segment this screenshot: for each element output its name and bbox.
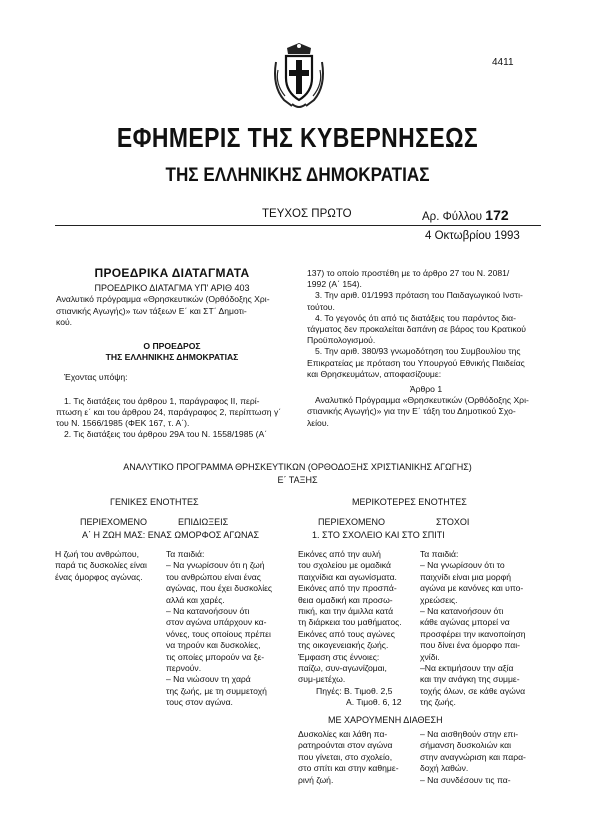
right-column xyxy=(307,268,545,429)
text-line: και την ανάγκη της συμμε- xyxy=(420,674,520,685)
program-column-3 xyxy=(298,549,414,709)
goals-heading-right: ΣΤΟΧΟΙ xyxy=(436,517,470,527)
sources-line: Α. Τιμοθ. 6, 12 xyxy=(346,697,402,708)
text-line: αγώνα με κανόνες και υπο- xyxy=(420,583,524,594)
text-line: ρινή ζωή. xyxy=(298,774,334,785)
content-heading-left: ΠΕΡΙΕΧΟΜΕΝΟ xyxy=(80,517,148,527)
text-line: – Να γνωρίσουν ότι η ζωή xyxy=(166,560,265,571)
clause-line: τάγματος δεν προκαλείται δαπάνη σε βάρος του Κρατικού xyxy=(307,324,526,335)
sources-line: Πηγές: Β. Τιμοθ. 2,5 xyxy=(316,685,393,696)
text-line: τη διάρκεια του μαθήματος. xyxy=(298,617,402,628)
decree-desc-line: κού. xyxy=(56,316,73,327)
text-line: Εικόνες από την προσπά- xyxy=(298,583,397,594)
program-class: Ε΄ ΤΑΞΗΣ xyxy=(277,475,318,485)
text-line: Έμφαση στις έννοιες: xyxy=(298,651,380,662)
program-column-4 xyxy=(420,549,545,709)
text-line: που γίνεται, στο σχολείο, xyxy=(298,751,393,762)
text-line: – Να κατανοήσουν ότι xyxy=(166,606,250,617)
text-line: της οικογενειακής ζωής. xyxy=(298,640,389,651)
text-line: δοχή λαθών. xyxy=(420,763,469,774)
text-line: της ζωής. xyxy=(420,697,456,708)
text-line: αγώνας, που έχει δυσκολίες xyxy=(166,583,273,594)
text-line: νόνες, τους οποίους πρέπει xyxy=(166,628,271,639)
text-line: χρεώσεις. xyxy=(420,594,458,605)
sheet-number-line xyxy=(422,207,509,223)
section-title: ΠΡΟΕΔΡΙΚΑ ΔΙΑΤΑΓΜΑΤΑ xyxy=(94,266,250,280)
text-line: του ανθρώπου είναι ένας xyxy=(166,571,261,582)
text-line: να τηρούν και δυσκολίες, xyxy=(166,640,261,651)
clause-line: πτωση ε΄ και του άρθρου 24, παράγραφος 2, περίπτωση γ΄ xyxy=(56,406,282,417)
text-line: στο σπίτι και στην καθημε- xyxy=(298,763,399,774)
unit-1-heading: 1. ΣΤΟ ΣΧΟΛΕΙΟ ΚΑΙ ΣΤΟ ΣΠΙΤΙ xyxy=(312,530,445,540)
clause-line: και Θρησκευμάτων, αποφασίζουμε: xyxy=(307,368,442,379)
page-number: 4411 xyxy=(492,57,514,68)
sheet-label: Αρ. Φύλλου xyxy=(422,211,483,223)
text-line: ρατηρούνται στον αγώνα xyxy=(298,740,393,751)
clause-line: 2. Τις διατάξεις του άρθρου 29Α του Ν. 1558/1985 (Α΄ xyxy=(64,429,268,440)
issue-date: 4 Οκτωβρίου 1993 xyxy=(425,230,520,242)
text-line: –Να εκτιμήσουν την αξία xyxy=(420,663,514,674)
clause-line: 1992 (Α΄ 154). xyxy=(307,279,362,290)
decree-desc-line: Αναλυτικό πρόγραμμα «Θρησκευτικών (Ορθόδοξης Χρι- xyxy=(56,294,270,305)
program-column-3b xyxy=(298,729,414,786)
text-line: παίζω, συν-αγωνίζομαι, xyxy=(298,663,387,674)
issue-label: ΤΕΥΧΟΣ ΠΡΩΤΟ xyxy=(262,208,352,220)
having-in-mind: Έχοντας υπόψη: xyxy=(64,372,128,383)
decree-desc-line: στιανικής Αγωγής)» των τάξεων Ε΄ και ΣΤ΄ Δημοτι- xyxy=(56,305,247,316)
president-heading: Ο ΠΡΟΕΔΡΟΣ xyxy=(143,341,201,352)
text-line: Η ζωή του ανθρώπου, xyxy=(55,549,140,559)
gazette-subtitle: ΤΗΣ ΕΛΛΗΝΙΚΗΣ ΔΗΜΟΚΡΑΤΙΑΣ xyxy=(165,165,430,186)
text-line: τους στον αγώνα. xyxy=(166,697,233,708)
general-units-heading: ΓΕΝΙΚΕΣ ΕΝΟΤΗΤΕΣ xyxy=(110,497,199,507)
program-column-1 xyxy=(55,549,160,583)
text-line: παιχνίδι είναι μια μορφή xyxy=(420,571,511,582)
text-line: Δυσκολίες και λάθη πα- xyxy=(298,729,388,739)
article-line: Αναλυτικό Πρόγραμμα «Θρησκευτικών (Ορθόδοξης Χρι- xyxy=(315,395,529,406)
program-title: ΑΝΑΛΥΤΙΚΟ ΠΡΟΓΡΑΜΜΑ ΘΡΗΣΚΕΥΤΙΚΩΝ (ΟΡΘΟΔΟΞΗΣ ΧΡΙΣΤΙΑΝΙΚΗΣ ΑΓΩΓΗΣ) xyxy=(123,462,472,472)
text-line: – Να γνωρίσουν ότι το xyxy=(420,560,505,571)
article-heading: Άρθρο 1 xyxy=(409,384,443,395)
text-line: χνίδι. xyxy=(420,651,440,662)
gazette-title: ΕΦΗΜΕΡΙΣ ΤΗΣ ΚΥΒΕΡΝΗΣΕΩΣ xyxy=(116,122,479,153)
text-line: που δίνει ένα όμορφο παι- xyxy=(420,640,520,651)
clause-line: Επικρατείας με πρόταση του Υπουργού Εθνικής Παιδείας xyxy=(307,357,525,368)
text-line: – Να κατανοήσουν ότι xyxy=(420,606,504,617)
clause-line: 137) το οποίο προστέθη με το άρθρο 27 του Ν. 2081/ xyxy=(307,268,510,278)
text-line: – Να νιώσουν τη χαρά xyxy=(166,674,251,685)
text-line: κάθε αγώνας μπορεί να xyxy=(420,617,510,628)
unit-2-heading: ΜΕ ΧΑΡΟΥΜΕΝΗ ΔΙΑΘΕΣΗ xyxy=(328,715,443,725)
article-line: στιανικής Αγωγής)» για την Ε΄ τάξη του Δημοτικού Σχο- xyxy=(307,406,516,417)
text-line: της ζωής, με τη συμμετοχή xyxy=(166,685,267,696)
left-column xyxy=(56,268,288,440)
clause-line: 4. Το γεγονός ότι από τις διατάξεις του παρόντος δια- xyxy=(315,312,516,323)
text-line: παιχνίδια και αγωνίσματα. xyxy=(298,571,397,582)
program-column-4b xyxy=(420,729,545,786)
clause-line: τούτου. xyxy=(307,301,335,312)
text-line: Εικόνες από την αυλή xyxy=(298,549,381,559)
unit-a-heading: Α΄ Η ΖΩΗ ΜΑΣ: ΕΝΑΣ ΩΜΟΡΦΟΣ ΑΓΩΝΑΣ xyxy=(82,530,260,540)
clause-line: του Ν. 1566/1985 (ΦΕΚ 167, τ. Α΄). xyxy=(56,418,190,429)
content-heading-right: ΠΕΡΙΕΧΟΜΕΝΟ xyxy=(318,517,386,527)
text-line: στον αγώνα υπάρχουν κα- xyxy=(166,617,267,628)
masthead-divider xyxy=(55,225,541,226)
sheet-number: 172 xyxy=(485,207,509,223)
specific-units-heading: ΜΕΡΙΚΟΤΕΡΕΣ ΕΝΟΤΗΤΕΣ xyxy=(352,497,467,507)
clause-line: Προϋπολογισμού. xyxy=(307,335,376,346)
text-line: – Να συνδέσουν τις πα- xyxy=(420,774,511,785)
text-line: Τα παιδιά: xyxy=(420,549,459,559)
text-line: – Να αισθηθούν στην επι- xyxy=(420,729,519,739)
clause-line: 1. Τις διατάξεις του άρθρου 1, παράγραφος II, περί- xyxy=(64,395,260,406)
text-line: ένας όμορφος αγώνας. xyxy=(55,571,143,582)
text-line: Τα παιδιά: xyxy=(166,549,205,559)
text-line: συμ-μετέχω. xyxy=(298,674,346,685)
clause-line: 3. Την αριθ. 01/1993 πρόταση του Παιδαγωγικού Ινστι- xyxy=(315,290,523,301)
clause-line: 5. Την αριθ. 380/93 γνωμοδότηση του Συμβουλίου της xyxy=(315,346,521,357)
program-column-2 xyxy=(166,549,284,709)
president-heading-2: ΤΗΣ ΕΛΛΗΝΙΚΗΣ ΔΗΜΟΚΡΑΤΙΑΣ xyxy=(105,352,239,363)
text-line: αλλά και χαρές. xyxy=(166,594,225,605)
text-line: σήμανση δυσκολιών και xyxy=(420,740,512,751)
goals-heading-left: ΕΠΙΔΙΩΞΕΙΣ xyxy=(178,517,229,527)
decree-title: ΠΡΟΕΔΡΙΚΟ ΔΙΑΤΑΓΜΑ ΥΠ' ΑΡΙΘ 403 xyxy=(94,283,250,294)
text-line: στην αναγνώριση και παρα- xyxy=(420,751,526,762)
text-line: τοχής όλων, σε κάθε αγώνα xyxy=(420,685,526,696)
text-line: Εικόνες από τους αγώνες xyxy=(298,628,395,639)
text-line: του σχολείου με ομαδικά xyxy=(298,560,391,571)
coat-of-arms-emblem xyxy=(270,40,328,112)
text-line: προσφέρει την ικανοποίηση xyxy=(420,628,526,639)
text-line: θεια ομαδική και προσω- xyxy=(298,594,393,605)
text-line: πική, και την άμιλλα κατά xyxy=(298,606,394,617)
article-line: λείου. xyxy=(307,417,329,428)
text-line: τις οποίες μπορούν να ξε- xyxy=(166,651,265,662)
text-line: παρά τις δυσκολίες είναι xyxy=(55,560,147,571)
text-line: περνούν. xyxy=(166,663,202,674)
